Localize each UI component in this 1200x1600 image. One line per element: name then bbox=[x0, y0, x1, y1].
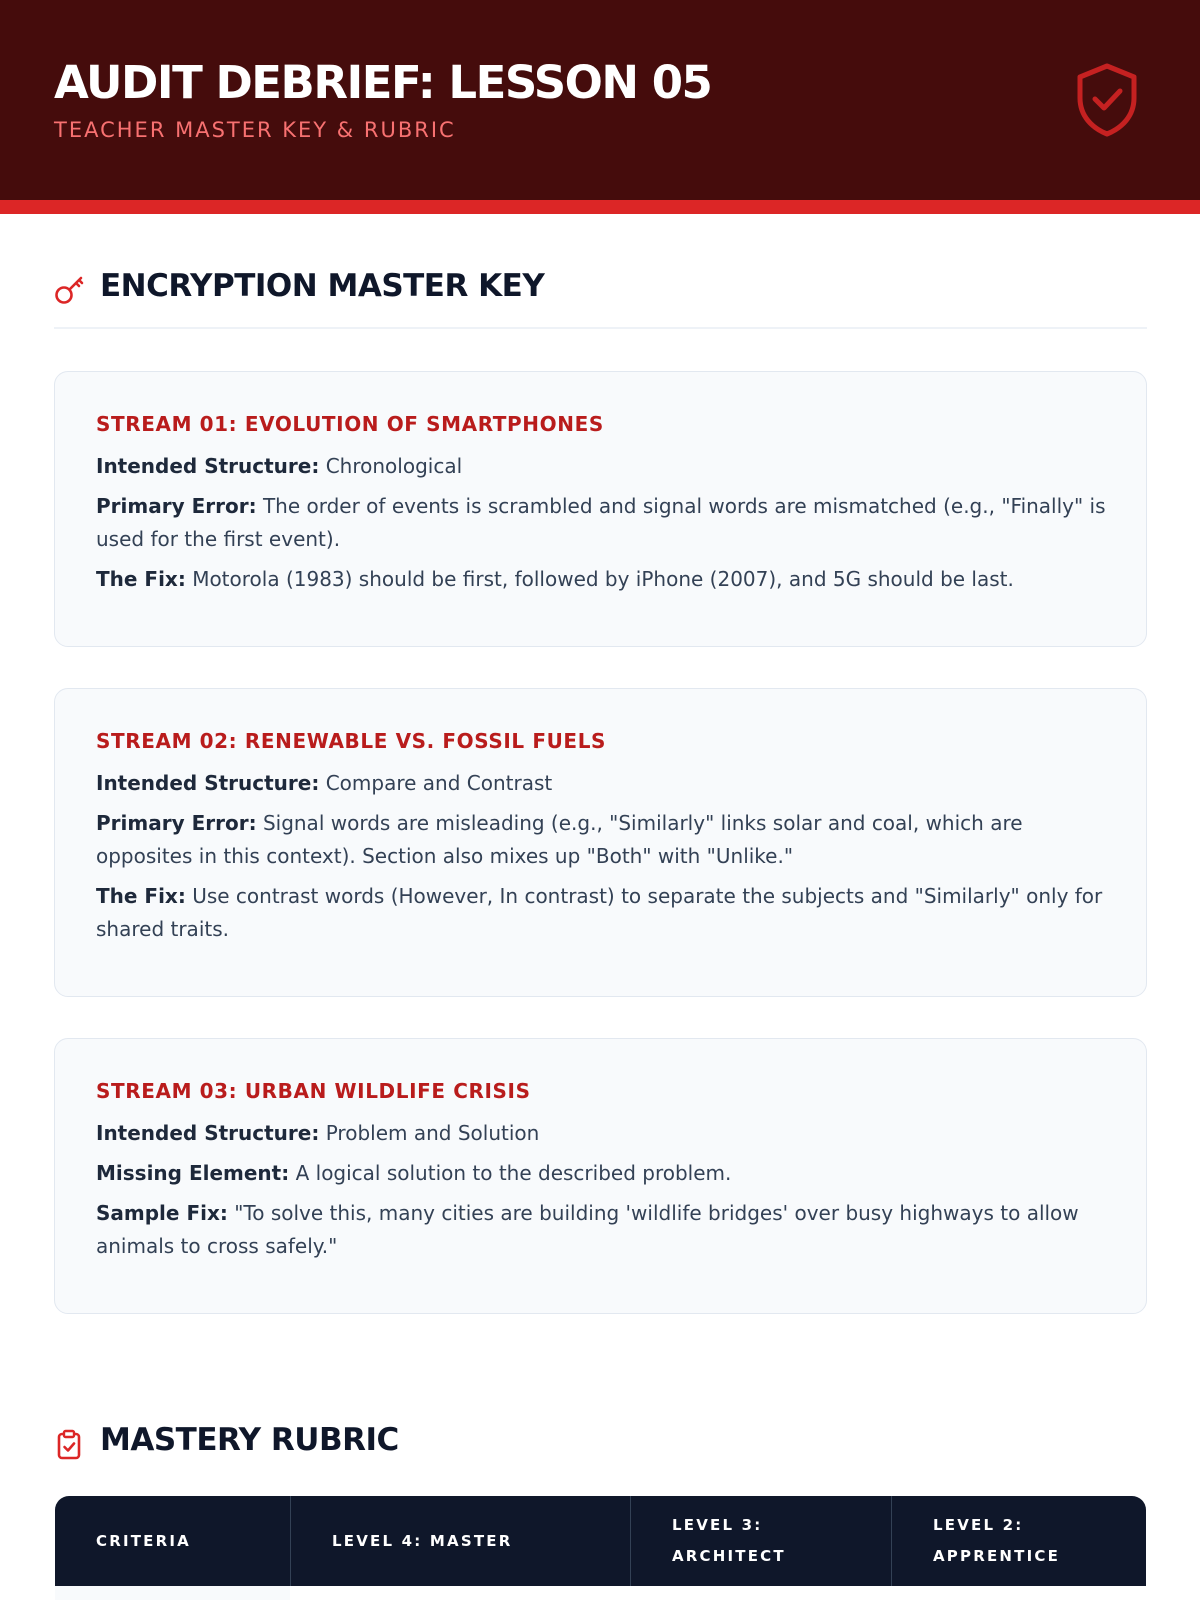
table-cell bbox=[55, 1586, 290, 1600]
stream-card-title: STREAM 02: RENEWABLE VS. FOSSIL FUELS bbox=[96, 729, 607, 753]
line-label: Missing Element: bbox=[96, 1161, 290, 1185]
line-text: Use contrast words (However, In contrast) to separate the subjects and "Similarly" only for shared traits. bbox=[96, 884, 1103, 941]
stream-card bbox=[54, 1038, 1147, 1314]
line-label: Intended Structure: bbox=[96, 1121, 320, 1145]
section-header-rubric bbox=[54, 1420, 1147, 1466]
page-title: AUDIT DEBRIEF: LESSON 05 bbox=[54, 56, 712, 109]
card-line bbox=[96, 1117, 1106, 1150]
stream-card bbox=[54, 688, 1147, 997]
card-line bbox=[96, 807, 1106, 873]
line-text: Chronological bbox=[325, 454, 463, 478]
column-header: CRITERIA bbox=[96, 1531, 191, 1550]
rubric-table bbox=[55, 1496, 1146, 1600]
card-line bbox=[96, 767, 1106, 800]
card-line bbox=[96, 1157, 1106, 1190]
line-text: Problem and Solution bbox=[325, 1121, 540, 1145]
page-subtitle: TEACHER MASTER KEY & RUBRIC bbox=[54, 118, 456, 142]
card-line bbox=[96, 450, 1106, 483]
line-label: Primary Error: bbox=[96, 811, 257, 835]
page-header bbox=[0, 0, 1200, 200]
header-accent-stripe bbox=[0, 200, 1200, 214]
section-title: MASTERY RUBRIC bbox=[100, 1422, 399, 1458]
key-icon bbox=[54, 274, 86, 306]
line-label: The Fix: bbox=[96, 884, 186, 908]
section-title: ENCRYPTION MASTER KEY bbox=[100, 268, 545, 304]
table-row bbox=[55, 1586, 1146, 1600]
line-label: Sample Fix: bbox=[96, 1201, 228, 1225]
card-line bbox=[96, 880, 1106, 946]
line-text: The order of events is scrambled and signal words are mismatched (e.g., "Finally" is used for the first event). bbox=[96, 494, 1106, 551]
card-line bbox=[96, 490, 1106, 556]
column-header: LEVEL 2: APPRENTICE bbox=[933, 1516, 1061, 1565]
stream-card bbox=[54, 371, 1147, 647]
line-text: A logical solution to the described problem. bbox=[295, 1161, 732, 1185]
column-header: LEVEL 4: MASTER bbox=[332, 1531, 513, 1550]
section-header-master-key bbox=[54, 266, 1147, 312]
line-text: Motorola (1983) should be first, followed by iPhone (2007), and 5G should be last. bbox=[192, 567, 1014, 591]
line-label: Intended Structure: bbox=[96, 771, 320, 795]
stream-card-title: STREAM 01: EVOLUTION OF SMARTPHONES bbox=[96, 412, 604, 436]
stream-card-title: STREAM 03: URBAN WILDLIFE CRISIS bbox=[96, 1079, 531, 1103]
shield-check-icon bbox=[1074, 62, 1140, 138]
line-text: Compare and Contrast bbox=[325, 771, 553, 795]
clipboard-check-icon bbox=[54, 1428, 86, 1460]
card-line bbox=[96, 1197, 1106, 1263]
line-label: The Fix: bbox=[96, 567, 186, 591]
line-label: Primary Error: bbox=[96, 494, 257, 518]
column-header: LEVEL 3: ARCHITECT bbox=[672, 1516, 786, 1565]
line-text: Signal words are misleading (e.g., "Similarly" links solar and coal, which are opposites in this context). Section also mixes up "Both" with "Unlike." bbox=[96, 811, 1023, 868]
section-divider bbox=[54, 327, 1147, 329]
line-label: Intended Structure: bbox=[96, 454, 320, 478]
card-line bbox=[96, 563, 1106, 596]
line-text: "To solve this, many cities are building 'wildlife bridges' over busy highways to allow animals to cross safely." bbox=[96, 1201, 1079, 1258]
